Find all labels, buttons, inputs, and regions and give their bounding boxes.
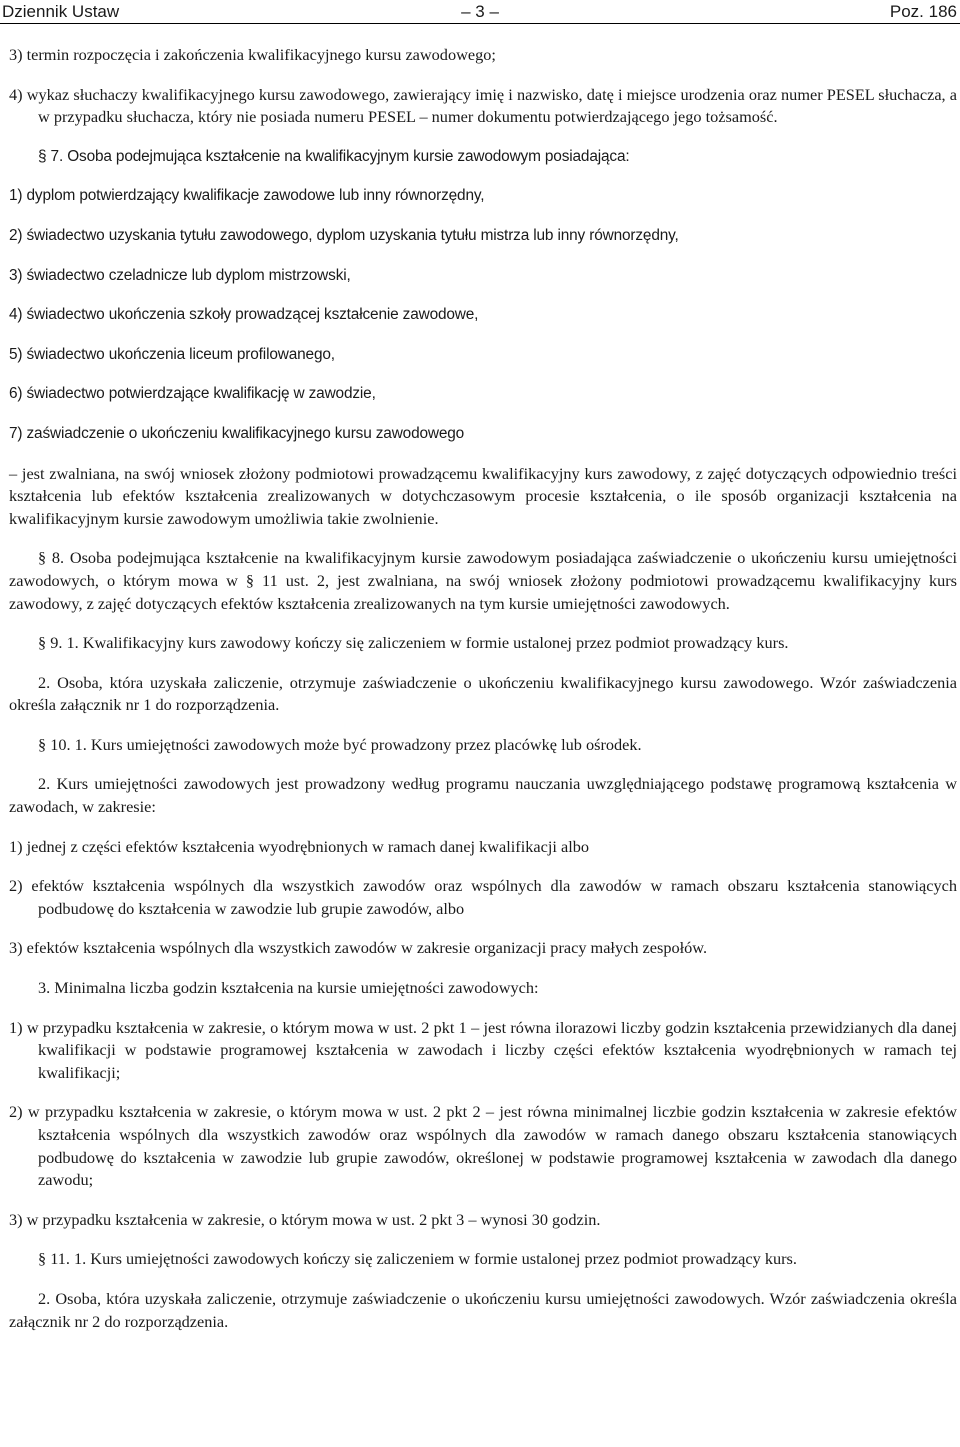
list-item: 7) zaświadczenie o ukończeniu kwalifikacyjnego kursu zawodowego bbox=[9, 424, 465, 442]
list-item: 1) jednej z części efektów kształcenia wyodrębnionych w ramach danej kwalifikacji albo bbox=[9, 836, 589, 856]
list-item: 3) efektów kształcenia wspólnych dla wszystkich zawodów w zakresie organizacji pracy małych zespołów. bbox=[9, 938, 708, 958]
paragraph: 2. Osoba, która uzyskała zaliczenie, otrzymuje zaświadczenie o ukończeniu kwalifikacyjnego kursu zawodowego. Wzór zaświadczenia określa załącznik nr 1 do rozporządzenia. bbox=[9, 672, 957, 715]
list-item: 4) świadectwo ukończenia szkoły prowadzącej kształcenie zawodowe, bbox=[9, 306, 479, 324]
list-item: 3) w przypadku kształcenia w zakresie, o którym mowa w ust. 2 pkt 3 – wynosi 30 godzin. bbox=[9, 1209, 601, 1229]
list-item: 2) w przypadku kształcenia w zakresie, o którym mowa w ust. 2 pkt 2 – jest równa minimalnej liczbie godzin kształcenia w zakresie efektów kształcenia wspólnych dla wszystkich zawodów oraz wspólnych dla zawodów w ramach danego obszaru kształcenia stanowiących podbudowę do kształcenia w zawodzie lub grupie zawodów, określonej w podstawie programowej kształcenia w zawodach dla danego zawodu; bbox=[9, 1102, 957, 1190]
paragraph-section-8: § 8. Osoba podejmująca kształcenie na kwalifikacyjnym kursie zawodowym posiadająca zaświadczenie o ukończeniu kursu umiejętności zawodowych, o którym mowa w § 11 ust. 2, jest zwalniana, na swój wniosek złożony podmiotowi prowadzącemu kwalifikacyjny kurs zawodowy, z zajęć dotyczących efektów kształcenia zrealizowanych na tym kursie umiejętności zawodowych. bbox=[9, 548, 957, 613]
page-header bbox=[0, 0, 960, 24]
paragraph: 3. Minimalna liczba godzin kształcenia na kursie umiejętności zawodowych: bbox=[38, 978, 539, 998]
list-item: 1) w przypadku kształcenia w zakresie, o którym mowa w ust. 2 pkt 1 – jest równa ilorazowi liczby godzin kształcenia przewidzianych dla danej kwalifikacji w podstawie programowej kształcenia w zawodach i liczby części efektów kształcenia wyodrębnionych w ramach tej kwalifikacji; bbox=[9, 1017, 957, 1082]
paragraph-section-11: § 11. 1. Kurs umiejętności zawodowych kończy się zaliczeniem w formie ustalonej przez podmiot prowadzący kurs. bbox=[38, 1249, 797, 1269]
list-item: 6) świadectwo potwierdzające kwalifikację w zawodzie, bbox=[9, 385, 376, 403]
list-item: 3) termin rozpoczęcia i zakończenia kwalifikacyjnego kursu zawodowego; bbox=[9, 45, 496, 64]
page-number: – 3 – bbox=[461, 2, 499, 21]
document-body bbox=[9, 44, 957, 1333]
list-item: 2) efektów kształcenia wspólnych dla wszystkich zawodów oraz wspólnych dla zawodów w ramach obszaru kształcenia stanowiących podbudowę do kształcenia w zawodzie lub grupie zawodów, albo bbox=[9, 876, 957, 918]
paragraph-section-10: § 10. 1. Kurs umiejętności zawodowych może być prowadzony przez placówkę lub ośrodek. bbox=[38, 734, 642, 754]
paragraph-section-7: § 7. Osoba podejmująca kształcenie na kwalifikacyjnym kursie zawodowym posiadająca: bbox=[38, 147, 630, 165]
journal-title: Dziennik Ustaw bbox=[2, 2, 120, 21]
paragraph: 2. Osoba, która uzyskała zaliczenie, otrzymuje zaświadczenie o ukończeniu kursu umiejętności zawodowych. Wzór zaświadczenia określa załącznik nr 2 do rozporządzenia. bbox=[9, 1288, 957, 1331]
list-item: 3) świadectwo czeladnicze lub dyplom mistrzowski, bbox=[9, 266, 351, 284]
paragraph-section-9: § 9. 1. Kwalifikacyjny kurs zawodowy kończy się zaliczeniem w formie ustalonej przez podmiot prowadzący kurs. bbox=[38, 633, 789, 653]
list-item: 5) świadectwo ukończenia liceum profilowanego, bbox=[9, 345, 335, 363]
paragraph: – jest zwalniana, na swój wniosek złożony podmiotowi prowadzącemu kwalifikacyjny kurs zawodowy, z zajęć dotyczących odpowiednio treści kształcenia lub efektów kształcenia zrealizowanych w dotychczasowym procesie kształcenia, o ile sposób organizacji kształcenia na kwalifikacyjnym kursie zawodowym umożliwia takie zwolnienie. bbox=[9, 463, 957, 528]
position-number: Poz. 186 bbox=[889, 2, 957, 21]
header-rule bbox=[0, 23, 960, 24]
list-item: 4) wykaz słuchaczy kwalifikacyjnego kursu zawodowego, zawierający imię i nazwisko, datę i miejsce urodzenia oraz numer PESEL słuchacza, a w przypadku słuchacza, który nie posiada numeru PESEL – numer dokumentu potwierdzającego jego tożsamość. bbox=[9, 84, 957, 127]
list-item: 2) świadectwo uzyskania tytułu zawodowego, dyplom uzyskania tytułu mistrza lub inny równorzędny, bbox=[9, 226, 679, 244]
list-item: 1) dyplom potwierdzający kwalifikacje zawodowe lub inny równorzędny, bbox=[9, 187, 485, 205]
paragraph: 2. Kurs umiejętności zawodowych jest prowadzony według programu nauczania uwzględniającego podstawę programową kształcenia w zawodach, w zakresie: bbox=[9, 774, 957, 817]
